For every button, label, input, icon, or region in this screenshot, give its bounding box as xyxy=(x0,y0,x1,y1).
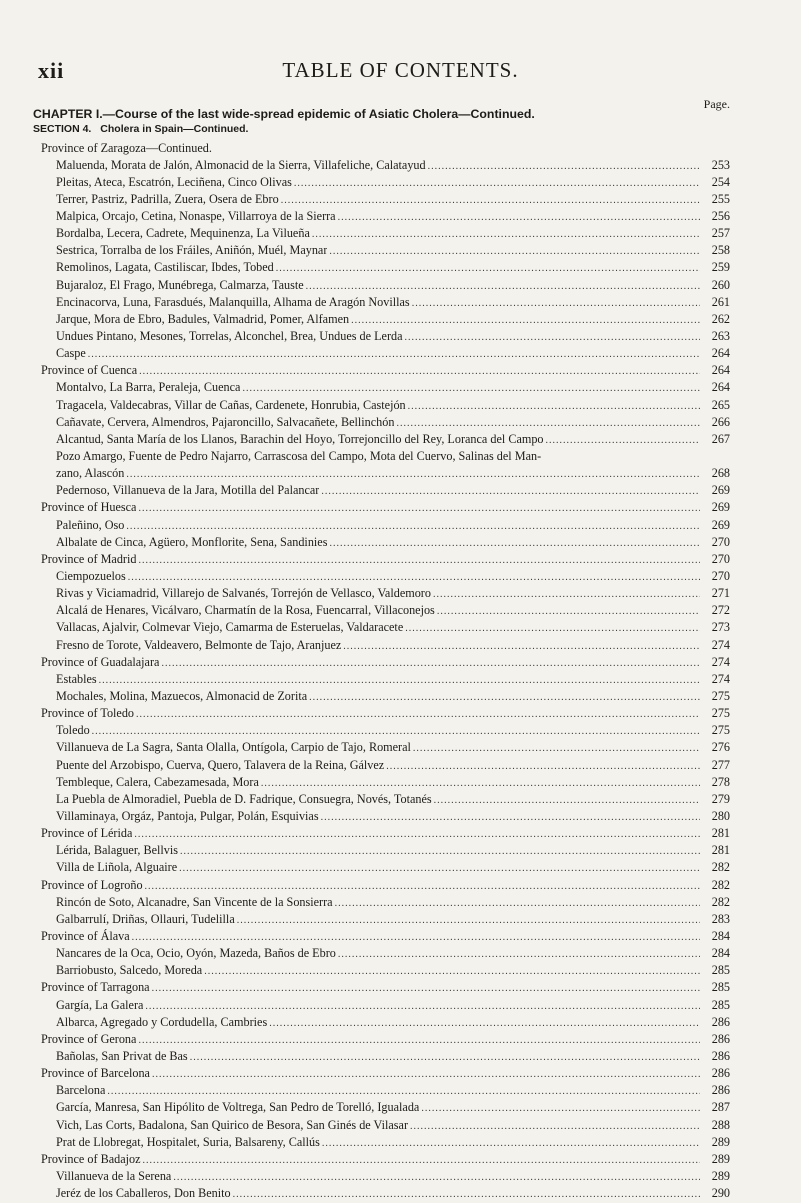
toc-entry-text: Albarca, Agregado y Cordudella, Cambries xyxy=(56,1014,268,1029)
dot-leader xyxy=(412,295,700,312)
toc-entry xyxy=(0,379,801,396)
dot-leader xyxy=(269,1015,700,1032)
toc-entry xyxy=(0,277,801,294)
dot-leader xyxy=(405,329,700,346)
toc-entry xyxy=(0,328,801,345)
dot-leader xyxy=(152,980,700,997)
toc-page-number: 264 xyxy=(711,363,730,378)
toc-entry-text: Prat de Llobregat, Hospitalet, Suria, Balsareny, Callús xyxy=(56,1134,320,1149)
toc-entry xyxy=(0,911,801,928)
toc-province-entry xyxy=(0,654,801,671)
toc-entry xyxy=(0,637,801,654)
dot-leader xyxy=(321,809,700,826)
dot-leader xyxy=(126,518,700,535)
toc-entry-text: Rincón de Soto, Alcanadre, San Vincente de la Sonsierra xyxy=(56,894,333,909)
dot-leader xyxy=(309,689,700,706)
toc-entry-text: Province of Tarragona xyxy=(41,980,150,995)
toc-entry-text: Fresno de Torote, Valdeavero, Belmonte de Tajo, Aranjuez xyxy=(56,637,342,652)
toc-province-entry xyxy=(0,877,801,894)
toc-page-number: 274 xyxy=(711,637,730,652)
toc-page-number: 268 xyxy=(711,466,730,481)
toc-entry-text: Ciempozuelos xyxy=(56,569,126,584)
toc-page-number: 277 xyxy=(711,757,730,772)
toc-entry-text: Province of Cuenca xyxy=(41,363,138,378)
dot-leader xyxy=(312,226,700,243)
page-folio: xii xyxy=(38,58,65,83)
toc-page-number: 267 xyxy=(711,431,730,446)
toc-entry xyxy=(0,294,801,311)
toc-entry-text: Villa de Liñola, Alguaire xyxy=(56,860,178,875)
toc-entry-text: Maluenda, Morata de Jalón, Almonacid de la Sierra, Villafeliche, Calatayud xyxy=(56,157,426,172)
toc-entry-text: Province of Huesca xyxy=(41,500,137,515)
dot-leader xyxy=(410,1118,700,1135)
toc-page-number: 266 xyxy=(711,414,730,429)
toc-entry-text: Jarque, Mora de Ebro, Badules, Valmadrid, Pomer, Alfamen xyxy=(56,311,350,326)
toc-entry-text: Montalvo, La Barra, Peraleja, Cuenca xyxy=(56,380,241,395)
dot-leader xyxy=(134,826,700,843)
toc-page-number: 281 xyxy=(711,826,730,841)
toc-page-number: 280 xyxy=(711,808,730,823)
toc-page-number: 274 xyxy=(711,654,730,669)
toc-entry-text: Pedernoso, Villanueva de la Jara, Motilla del Palancar xyxy=(56,483,320,498)
dot-leader xyxy=(338,946,700,963)
toc-page-number: 274 xyxy=(711,671,730,686)
toc-page-number: 270 xyxy=(711,551,730,566)
toc-page-number: 289 xyxy=(711,1151,730,1166)
toc-page-number: 286 xyxy=(711,1031,730,1046)
toc-province-entry xyxy=(0,551,801,568)
toc-entry xyxy=(0,208,801,225)
toc-entry xyxy=(0,1168,801,1185)
dot-leader xyxy=(428,158,700,175)
toc-entry xyxy=(0,1117,801,1134)
dot-leader xyxy=(145,998,700,1015)
toc-entry xyxy=(0,174,801,191)
toc-province-entry xyxy=(0,140,801,157)
toc-entry xyxy=(0,517,801,534)
toc-entry xyxy=(0,568,801,585)
toc-page-number: 279 xyxy=(711,791,730,806)
toc-province-entry xyxy=(0,825,801,842)
toc-entry-text: Province of Guadalajara xyxy=(41,654,160,669)
toc-page-number: 258 xyxy=(711,243,730,258)
toc-entry-text: Province of Toledo xyxy=(41,706,135,721)
toc-entry xyxy=(0,791,801,808)
dot-leader xyxy=(139,363,700,380)
dot-leader xyxy=(136,706,700,723)
toc-entry-text: Barriobusto, Salcedo, Moreda xyxy=(56,963,203,978)
toc-page-number: 269 xyxy=(711,500,730,515)
toc-entry-text: Province of Barcelona xyxy=(41,1066,150,1081)
toc-entry xyxy=(0,431,801,448)
toc-entry xyxy=(0,242,801,259)
toc-province-entry xyxy=(0,928,801,945)
dot-leader xyxy=(180,843,700,860)
dot-leader xyxy=(143,1152,701,1169)
dot-leader xyxy=(237,912,700,929)
toc-page-number: 275 xyxy=(711,723,730,738)
toc-province-entry xyxy=(0,1151,801,1168)
toc-entry-text: Mochales, Molina, Mazuecos, Almonacid de Zorita xyxy=(56,689,308,703)
toc-page-number: 275 xyxy=(711,689,730,703)
toc-page-number: 290 xyxy=(711,1186,730,1201)
toc-page-number: 282 xyxy=(711,860,730,875)
toc-entry xyxy=(0,688,801,705)
running-head xyxy=(0,50,801,83)
toc-page-number: 285 xyxy=(711,997,730,1012)
toc-page-number: 265 xyxy=(711,397,730,412)
toc-page-number: 272 xyxy=(711,603,730,618)
page-title: TABLE OF CONTENTS. xyxy=(282,58,519,82)
dot-leader xyxy=(204,963,700,980)
dot-leader xyxy=(242,380,700,397)
toc-entry-text: Barcelona xyxy=(56,1083,106,1098)
dot-leader xyxy=(351,312,700,329)
toc-entry xyxy=(0,397,801,414)
dot-leader xyxy=(335,895,700,912)
dot-leader xyxy=(126,466,700,483)
toc-entry-text: Terrer, Pastriz, Padrilla, Zuera, Osera de Ebro xyxy=(56,191,279,206)
toc-page-number: 283 xyxy=(711,911,730,926)
toc-page-number: 260 xyxy=(711,277,730,292)
toc-page-number: 254 xyxy=(711,174,730,189)
toc-entry-list xyxy=(0,140,801,1203)
toc-entry xyxy=(0,1099,801,1116)
toc-province-entry xyxy=(0,1065,801,1082)
toc-entry xyxy=(0,225,801,242)
toc-page-number: 285 xyxy=(711,980,730,995)
dot-leader xyxy=(161,655,700,672)
toc-page-number: 271 xyxy=(711,586,730,601)
toc-page-number: 270 xyxy=(711,534,730,549)
toc-page-number: 284 xyxy=(711,928,730,943)
dot-leader xyxy=(421,1100,700,1117)
dot-leader xyxy=(338,209,700,226)
toc-entry-text: Province of Madrid xyxy=(41,551,137,566)
dot-leader xyxy=(321,483,700,500)
toc-entry xyxy=(0,465,801,482)
toc-page-number: 262 xyxy=(711,311,730,326)
dot-leader xyxy=(386,758,700,775)
dot-leader xyxy=(138,1032,700,1049)
toc-entry xyxy=(0,534,801,551)
dot-leader xyxy=(152,1066,700,1083)
dot-leader xyxy=(546,432,700,449)
toc-page-number: 276 xyxy=(711,740,730,755)
dot-leader xyxy=(329,535,700,552)
toc-entry-text: Puente del Arzobispo, Cuerva, Quero, Talavera de la Reina, Gálvez xyxy=(56,757,385,772)
toc-entry xyxy=(0,842,801,859)
dot-leader xyxy=(343,638,700,655)
toc-page-number: 255 xyxy=(711,191,730,206)
toc-entry xyxy=(0,671,801,688)
toc-province-entry xyxy=(0,499,801,516)
dot-leader xyxy=(437,603,700,620)
dot-leader xyxy=(281,192,700,209)
toc-entry xyxy=(0,739,801,756)
toc-page-number: 286 xyxy=(711,1048,730,1063)
dot-leader xyxy=(233,1186,700,1203)
toc-entry-text: Encinacorva, Luna, Farasdués, Malanquilla, Alhama de Aragón Novillas xyxy=(56,294,410,309)
toc-page-number: 289 xyxy=(711,1168,730,1183)
toc-entry-text: Vallacas, Ajalvir, Colmevar Viejo, Camarma de Esteruelas, Valdaracete xyxy=(56,620,404,635)
dot-leader xyxy=(92,723,700,740)
toc-page-number: 256 xyxy=(711,209,730,224)
toc-entry-text: Province of Badajoz xyxy=(41,1151,141,1166)
toc-entry-text: Province of Zaragoza—Continued. xyxy=(41,140,212,155)
toc-entry xyxy=(0,757,801,774)
toc-entry-text: zano, Alascón xyxy=(56,466,125,481)
toc-page-number: 285 xyxy=(711,963,730,978)
toc-entry-text: Albalate de Cinca, Agüero, Monflorite, Sena, Sandinies xyxy=(56,534,328,549)
toc-entry-text: Tembleque, Calera, Cabezamesada, Mora xyxy=(56,774,259,789)
toc-page-number: 264 xyxy=(711,346,730,361)
toc-page-number: 286 xyxy=(711,1066,730,1081)
toc-entry xyxy=(0,602,801,619)
toc-page-number: 286 xyxy=(711,1083,730,1098)
toc-entry-text: Alcalá de Henares, Vicálvaro, Charmatín de la Rosa, Fuencarral, Villaconejos xyxy=(56,603,435,618)
toc-entry-text: Province of Álava xyxy=(41,928,130,943)
dot-leader xyxy=(408,398,700,415)
toc-entry xyxy=(0,1134,801,1151)
toc-page-number: 284 xyxy=(711,946,730,961)
dot-leader xyxy=(99,672,700,689)
page-column-label: Page. xyxy=(703,97,730,111)
toc-entry xyxy=(0,808,801,825)
toc-entry xyxy=(0,311,801,328)
toc-entry-text: Province of Lérida xyxy=(41,826,133,841)
toc-entry-text: Province of Logroño xyxy=(41,877,143,892)
dot-leader xyxy=(138,552,700,569)
toc-page-number: 275 xyxy=(711,706,730,721)
toc-page-number: 289 xyxy=(711,1134,730,1149)
toc-province-entry xyxy=(0,979,801,996)
toc-entry xyxy=(0,722,801,739)
chapter-heading: CHAPTER I.—Course of the last wide-spread epidemic of Asiatic Cholera—Continued. xyxy=(33,107,535,121)
toc-entry xyxy=(0,585,801,602)
toc-entry xyxy=(0,859,801,876)
toc-entry-text: Lérida, Balaguer, Bellvis xyxy=(56,843,179,858)
toc-entry-text: García, Manresa, San Hipólito de Voltrega, San Pedro de Torelló, Igualada xyxy=(56,1100,420,1115)
toc-entry-text: Tragacela, Valdecabras, Villar de Cañas, Cardenete, Honrubia, Castejón xyxy=(56,397,406,412)
toc-page-number: 264 xyxy=(711,380,730,395)
toc-entry xyxy=(0,1082,801,1099)
toc-entry-text: Villanueva de la Serena xyxy=(56,1168,172,1183)
toc-entry-text: Villanueva de La Sagra, Santa Olalla, Ontígola, Carpio de Tajo, Romeral xyxy=(56,740,411,755)
toc-entry-text: Rivas y Viciamadrid, Villarejo de Salvanés, Torrejón de Vellasco, Valdemoro xyxy=(56,586,431,601)
toc-entry xyxy=(0,774,801,791)
toc-page-number: 269 xyxy=(711,483,730,498)
toc-entry-text: Malpica, Orcajo, Cetina, Nonaspe, Villarroya de la Sierra xyxy=(56,209,336,224)
toc-entry-text: Toledo xyxy=(56,723,90,738)
dot-leader xyxy=(396,415,700,432)
toc-entry xyxy=(0,448,801,465)
toc-entry xyxy=(0,997,801,1014)
dot-leader xyxy=(138,500,700,517)
toc-page-number: 286 xyxy=(711,1014,730,1029)
toc-province-entry xyxy=(0,705,801,722)
dot-leader xyxy=(132,929,700,946)
toc-entry-text: Nancares de la Oca, Ocio, Oyón, Mazeda, Baños de Ebro xyxy=(56,946,336,961)
dot-leader xyxy=(306,278,700,295)
toc-entry-text: Estables xyxy=(56,671,97,686)
toc-entry xyxy=(0,157,801,174)
toc-page-number: 261 xyxy=(711,294,730,309)
toc-entry-text: Alcantud, Santa María de los Llanos, Barachin del Hoyo, Torrejoncillo del Rey, Loranca del Campo xyxy=(56,431,544,446)
dot-leader xyxy=(145,878,700,895)
toc-entry-text: Villaminaya, Orgáz, Pantoja, Pulgar, Polán, Esquivias xyxy=(56,808,319,823)
toc-page-number: 270 xyxy=(711,569,730,584)
toc-page-number: 263 xyxy=(711,329,730,344)
toc-page-number: 281 xyxy=(711,843,730,858)
dot-leader xyxy=(294,175,700,192)
toc-entry-text: La Puebla de Almoradiel, Puebla de D. Fadrique, Consuegra, Novés, Totanés xyxy=(56,791,432,806)
toc-entry xyxy=(0,191,801,208)
section-title: Cholera in Spain—Continued. xyxy=(100,123,249,135)
toc-entry-text: Bordalba, Lecera, Cadrete, Mequinenza, La Vilueña xyxy=(56,226,310,241)
toc-page-number: 278 xyxy=(711,774,730,789)
toc-page-number: 282 xyxy=(711,877,730,892)
toc-page-number: 288 xyxy=(711,1117,730,1132)
toc-entry xyxy=(0,414,801,431)
toc-page-number: 273 xyxy=(711,620,730,635)
dot-leader xyxy=(329,243,700,260)
toc-entry xyxy=(0,1185,801,1202)
dot-leader xyxy=(128,569,700,586)
toc-entry-text: Vich, Las Corts, Badalona, San Quirico de Besora, San Ginés de Vilasar xyxy=(56,1117,409,1132)
dot-leader xyxy=(433,586,700,603)
dot-leader xyxy=(405,620,700,637)
toc-page-number: 287 xyxy=(711,1100,730,1115)
toc-entry-text: Remolinos, Lagata, Castiliscar, Ibdes, Tobed xyxy=(56,260,274,275)
toc-entry xyxy=(0,259,801,276)
toc-province-entry xyxy=(0,362,801,379)
toc-entry-text: Sestrica, Torralba de los Fráiles, Aniñón, Muél, Maynar xyxy=(56,243,328,258)
toc-entry xyxy=(0,1014,801,1031)
toc-entry-text: Cañavate, Cervera, Almendros, Pajaroncillo, Salvacañete, Bellinchón xyxy=(56,414,395,429)
toc-entry-text: Paleñino, Oso xyxy=(56,517,125,532)
toc-page-number: 282 xyxy=(711,894,730,909)
toc-entry-text: Undues Pintano, Mesones, Torrelas, Alconchel, Brea, Undues de Lerda xyxy=(56,329,403,344)
toc-page-number: 253 xyxy=(711,157,730,172)
section-label: SECTION 4. xyxy=(33,123,92,135)
dot-leader xyxy=(434,792,700,809)
toc-entry xyxy=(0,482,801,499)
dot-leader xyxy=(173,1169,700,1186)
toc-entry-text: Bujaraloz, El Frago, Munébrega, Calmarza, Tauste xyxy=(56,277,304,292)
dot-leader xyxy=(190,1049,700,1066)
toc-province-entry xyxy=(0,1031,801,1048)
toc-entry xyxy=(0,619,801,636)
dot-leader xyxy=(88,346,700,363)
toc-entry-text: Bañolas, San Privat de Bas xyxy=(56,1048,188,1063)
dot-leader xyxy=(261,775,700,792)
toc-entry xyxy=(0,894,801,911)
toc-page-number: 257 xyxy=(711,226,730,241)
toc-entry xyxy=(0,962,801,979)
toc-entry-text: Gargía, La Galera xyxy=(56,997,144,1012)
toc-page-number: 269 xyxy=(711,517,730,532)
dot-leader xyxy=(107,1083,700,1100)
dot-leader xyxy=(276,260,700,277)
dot-leader xyxy=(322,1135,700,1152)
section-heading xyxy=(33,123,248,135)
toc-entry-text: Jeréz de los Caballeros, Don Benito xyxy=(56,1186,231,1201)
toc-entry-text: Pleitas, Ateca, Escatrón, Leciñena, Cinco Olivas xyxy=(56,174,292,189)
toc-entry-text: Caspe xyxy=(56,346,86,361)
toc-page-number: 259 xyxy=(711,260,730,275)
toc-entry xyxy=(0,945,801,962)
dot-leader xyxy=(179,860,700,877)
toc-entry-text: Province of Gerona xyxy=(41,1031,137,1046)
dot-leader xyxy=(413,740,700,757)
toc-entry-text: Pozo Amargo, Fuente de Pedro Najarro, Carrascosa del Campo, Mota del Cuervo, Salinas del Man- xyxy=(56,449,542,464)
toc-entry xyxy=(0,345,801,362)
toc-entry xyxy=(0,1048,801,1065)
toc-entry-text: Galbarrulí, Driñas, Ollauri, Tudelilla xyxy=(56,911,235,926)
